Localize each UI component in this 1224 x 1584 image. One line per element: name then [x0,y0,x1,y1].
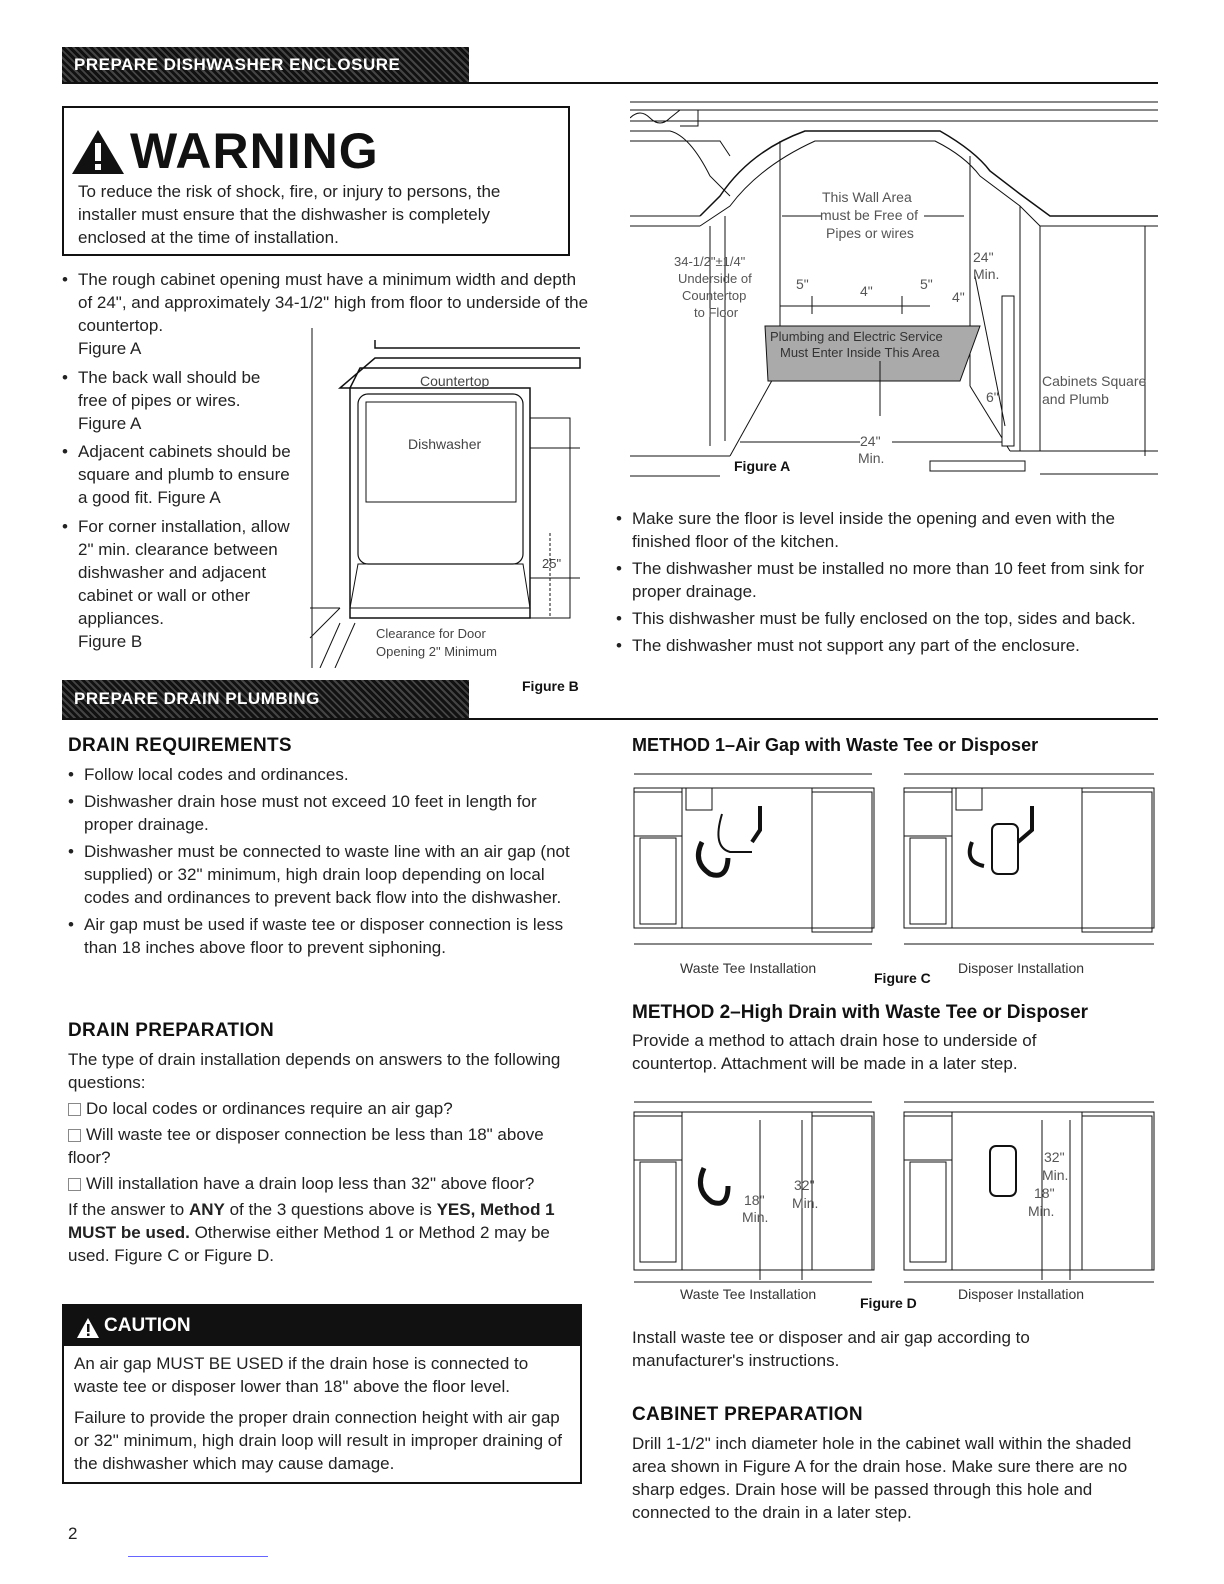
section-rule-top [62,82,1158,84]
height-label-line4: to Floor [694,305,739,320]
drain-requirement-4: • Air gap must be used if waste tee or disposer connection is less than 18 inches above floor to prevent siphoning. [68,913,588,959]
checkbox-icon [68,1178,81,1191]
section-banner-drain: PREPARE DRAIN PLUMBING [62,680,469,718]
footer-line [128,1556,268,1557]
bullet-text: For corner installation, allow 2" min. clearance between dishwasher and adjacent cabinet or wall or other appliances. [78,517,290,628]
dim-18-min: Min. [742,1209,769,1225]
service-area-line1: Plumbing and Electric Service [770,329,943,344]
drain-requirement-1: • Follow local codes and ordinances. [68,763,588,786]
enclosure-bullet-2 [62,366,292,439]
method-2-after-text: Install waste tee or disposer and air gap according to manufacturer's instructions. [632,1328,1030,1370]
section-banner-enclosure: PREPARE DISHWASHER ENCLOSURE [62,47,469,84]
dim-4: 4" [860,283,873,299]
wall-area-line3: Pipes or wires [826,225,914,241]
warning-box [62,106,570,256]
bullet-figure-ref: Figure A [78,339,142,358]
figure-d-label: Figure D [860,1295,917,1311]
caution-box [62,1304,582,1484]
question-3: Will installation have a drain loop less than 32" above floor? [68,1172,588,1195]
bullet-figure-ref: Figure B [78,632,143,651]
wall-area-line2: must be Free of [820,207,919,223]
figure-d-drawing [632,1090,1162,1290]
figure-b-label: Figure B [522,678,579,694]
figure-c [632,762,1162,992]
drain-requirement-3: • Dishwasher must be connected to waste line with an air gap (not supplied) or 32" minimum, high drain loop depending on local codes and ordinances to prevent back flow into the dishwasher. [68,840,588,909]
caution-header: CAUTION [64,1306,580,1346]
bullet-text: The rough cabinet opening must have a minimum width and depth of 24", and approximately 34-1/2" high from floor to underside of the countertop. [78,270,589,335]
drain-requirements [68,735,588,963]
question-2: Will waste tee or disposer connection be less than 18" above floor? [68,1125,544,1167]
checkbox-icon [68,1103,81,1116]
warning-text: To reduce the risk of shock, fire, or injury to persons, the installer must ensure that the dishwasher is completely enclosed at the time of installation. [78,182,501,247]
warning-icon [70,128,126,181]
method-conclusion: If the answer to ANY of the 3 questions above is YES, Method 1 MUST be used. Otherwise either Method 1 or Method 2 may be used. Figure C or Figure D. [68,1200,555,1265]
requirement-no-support: • The dishwasher must not support any part of the enclosure. [616,634,1161,657]
figure-b [300,328,590,698]
dim-24-width-min: Min. [858,450,885,466]
dishwasher-label: Dishwasher [408,436,482,452]
drain-preparation-intro: The type of drain installation depends on answers to the following questions: [68,1050,561,1092]
figure-b-drawing [300,328,590,668]
cabinet-preparation-text: Drill 1-1/2" inch diameter hole in the cabinet wall within the shaded area shown in Figure A for the drain hose. Make sure there are no sharp edges. Drain hose will be passed through this hole and connected to the drain in a later step. [632,1434,1132,1522]
height-label-line1: 34-1/2"±1/4" [674,254,746,269]
requirement-distance-from-sink: • The dishwasher must be installed no more than 10 feet from sink for proper drainage. [616,557,1161,603]
dim-5-left: 5" [796,276,809,292]
dim-32-min: Min. [792,1195,819,1211]
dim-4-side: 4" [952,289,965,305]
figure-c-drawing [632,762,1162,952]
service-area-line2: Must Enter Inside This Area [780,345,940,360]
warning-title: WARNING [130,123,379,179]
caution-paragraph-1: An air gap MUST BE USED if the drain hose is connected to waste tee or disposer lower than 18" above the floor level. [74,1354,529,1396]
requirement-floor-level: • Make sure the floor is level inside the opening and even with the finished floor of the kitchen. [616,507,1161,553]
requirement-fully-enclosed: • This dishwasher must be fully enclosed on the top, sides and back. [616,607,1161,630]
drain-preparation [68,1020,588,1267]
clearance-label-line1: Clearance for Door [376,626,486,641]
figure-d [632,1090,1162,1320]
enclosure-requirements-list [616,507,1161,661]
figure-a-drawing [630,96,1160,486]
bullet-figure-ref: Figure A [78,414,142,433]
figure-d-caption-right: Disposer Installation [958,1286,1085,1302]
method-2 [632,1002,1162,1075]
enclosure-bullet-4 [62,515,292,657]
method-2-title: METHOD 2–High Drain with Waste Tee or Disposer [632,1002,1089,1023]
dim-18-min: Min. [1028,1203,1055,1219]
dim-32: 32" [1044,1149,1065,1165]
dim-5-right: 5" [920,276,933,292]
height-label-line2: Underside of [678,271,752,286]
dim-32-min: Min. [1042,1167,1069,1183]
bullet-text: Adjacent cabinets should be square and plumb to ensure a good fit. Figure A [78,442,291,507]
dim-24-width: 24" [860,433,881,449]
countertop-label: Countertop [420,373,490,389]
checkbox-icon [68,1129,81,1142]
method-2-text: Provide a method to attach drain hose to underside of countertop. Attachment will be made in a later step. [632,1031,1037,1073]
section-rule-drain [62,718,1158,720]
caution-icon [76,1314,100,1354]
page-number: 2 [68,1524,78,1543]
dim-6: 6" [986,389,999,405]
question-1: Do local codes or ordinances require an air gap? [68,1097,588,1120]
figure-c-caption-right: Disposer Installation [958,960,1085,976]
waste-tee-high-drain-diagram [634,1102,874,1280]
figure-c-caption-left: Waste Tee Installation [680,960,817,976]
figure-d-caption-left: Waste Tee Installation [680,1286,817,1302]
method-1-title: METHOD 1–Air Gap with Waste Tee or Disposer [632,735,1039,755]
clearance-label-line2: Opening 2" Minimum [376,644,497,659]
cabinets-label-line1: Cabinets Square [1042,373,1147,389]
bullet-text: The back wall should be free of pipes or wires. [78,368,261,410]
cabinet-preparation [632,1404,1152,1524]
enclosure-bullet-3 [62,440,302,513]
figure-c-label: Figure C [874,970,931,986]
dim-32: 32" [794,1177,815,1193]
caution-paragraph-2: Failure to provide the proper drain connection height with air gap or 32" minimum, high drain loop will result in improper draining of the dishwasher which may cause damage. [74,1408,562,1473]
dim-18: 18" [1034,1185,1055,1201]
figure-a-label: Figure A [734,458,791,474]
dim-24-depth: 24" [973,249,994,265]
disposer-high-drain-diagram [904,1102,1154,1280]
waste-tee-diagram [634,774,874,932]
drain-requirements-title: DRAIN REQUIREMENTS [68,735,292,756]
depth-dimension: 25" [542,556,562,571]
drain-requirement-2: • Dishwasher drain hose must not exceed 10 feet in length for proper drainage. [68,790,588,836]
cabinet-preparation-title: CABINET PREPARATION [632,1404,863,1425]
method-1 [632,735,1162,756]
cabinets-label-line2: and Plumb [1042,391,1109,407]
wall-area-line1: This Wall Area [822,189,912,205]
dim-18: 18" [744,1192,765,1208]
dim-24-depth-min: Min. [973,266,1000,282]
drain-preparation-title: DRAIN PREPARATION [68,1020,275,1041]
height-label-line3: Countertop [682,288,747,303]
figure-a [630,96,1160,486]
disposer-diagram [904,774,1154,932]
